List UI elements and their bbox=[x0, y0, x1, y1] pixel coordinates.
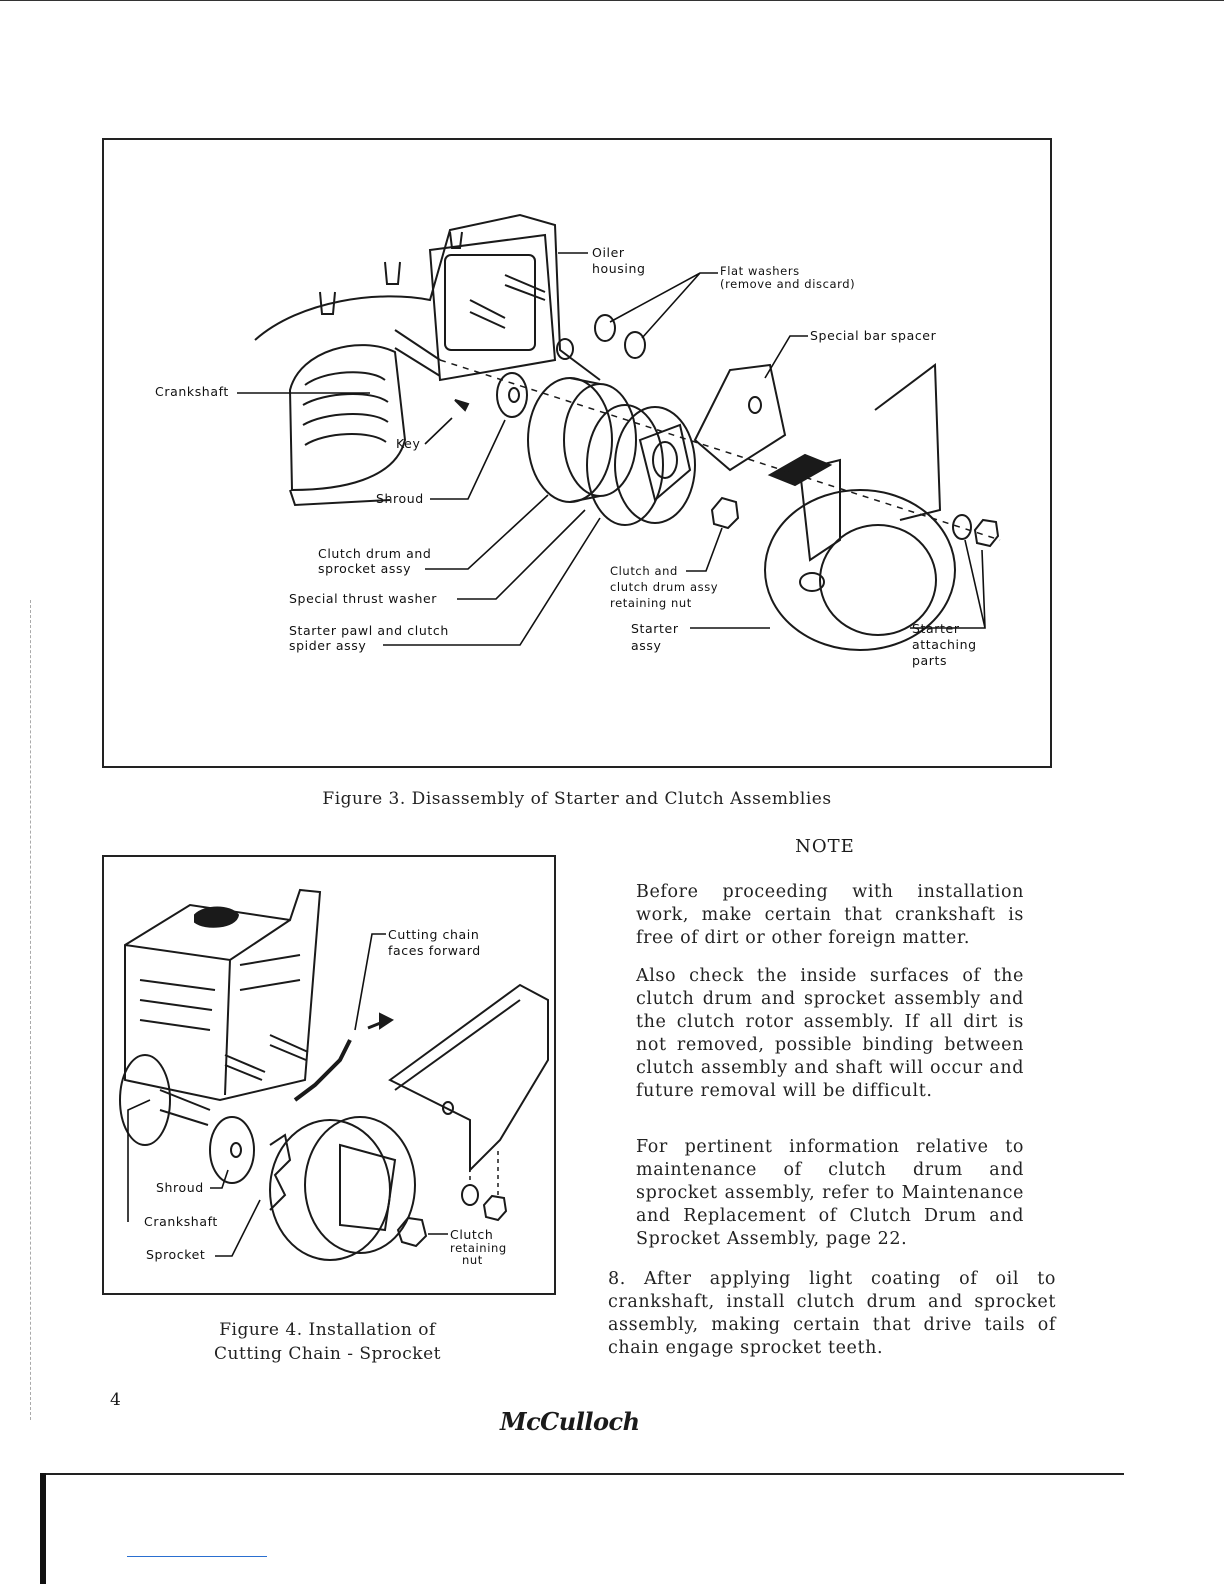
label-starter-parts-3: parts bbox=[912, 653, 948, 668]
label-crankshaft: Crankshaft bbox=[155, 384, 229, 399]
label-flat-washers-2: (remove and discard) bbox=[720, 277, 856, 291]
label-shroud: Shroud bbox=[156, 1180, 204, 1195]
label-pawl-spider-1: Starter pawl and clutch bbox=[289, 623, 449, 638]
label-chain-2: faces forward bbox=[388, 943, 481, 958]
page-number: 4 bbox=[110, 1390, 121, 1410]
note-heading: NOTE bbox=[795, 836, 855, 857]
figure-3-frame bbox=[102, 138, 1052, 768]
label-oiler-1: Oiler bbox=[592, 245, 625, 260]
label-oiler-2: housing bbox=[592, 261, 646, 276]
label-nut-1: Clutch bbox=[450, 1227, 494, 1242]
label-retaining-nut-2: clutch drum assy bbox=[610, 580, 719, 594]
note-paragraph-3: For pertinent information relative to maintenance of clutch drum and sprocket assembly, refer to Maintenance and Replacement of Clutch Drum and Sprocket Assembly, page 22. bbox=[636, 1137, 1024, 1249]
label-thrust-washer: Special thrust washer bbox=[289, 591, 438, 606]
brand-logo: McCulloch bbox=[500, 1407, 640, 1436]
note-paragraph-1: Before proceeding with installation work, make certain that crankshaft is free of dirt or other foreign matter. bbox=[636, 882, 1024, 948]
page-edge-corner bbox=[40, 1473, 46, 1584]
note-paragraph-2: Also check the inside surfaces of the clutch drum and sprocket assembly and the clutch rotor assembly. If all dirt is not removed, possible binding between clutch assembly and shaft will occur and future removal will be difficult. bbox=[636, 966, 1024, 1101]
label-shroud: Shroud bbox=[376, 491, 424, 506]
page-edge-top bbox=[0, 0, 1224, 3]
label-pawl-spider-2: spider assy bbox=[289, 638, 367, 653]
label-starter-assy-1: Starter bbox=[631, 621, 679, 636]
scan-mark bbox=[127, 1556, 267, 1557]
figure-4-caption-line2: Cutting Chain - Sprocket bbox=[214, 1344, 441, 1364]
figure-4-caption-line1: Figure 4. Installation of bbox=[219, 1320, 436, 1340]
figure-4-caption bbox=[150, 1318, 505, 1366]
label-nut-3: nut bbox=[462, 1253, 483, 1267]
label-sprocket: Sprocket bbox=[146, 1247, 206, 1262]
page-edge-bottom bbox=[40, 1473, 1124, 1475]
label-clutch-drum-1: Clutch drum and bbox=[318, 546, 432, 561]
label-starter-assy-2: assy bbox=[631, 638, 662, 653]
label-retaining-nut-3: retaining nut bbox=[610, 596, 692, 610]
label-nut-2: retaining bbox=[450, 1241, 507, 1255]
label-key: Key bbox=[396, 436, 421, 451]
label-retaining-nut-1: Clutch and bbox=[610, 564, 678, 578]
label-starter-parts-1: Starter bbox=[912, 621, 960, 636]
label-starter-parts-2: attaching bbox=[912, 637, 977, 652]
label-chain-1: Cutting chain bbox=[388, 927, 480, 942]
label-clutch-drum-2: sprocket assy bbox=[318, 561, 412, 576]
label-crankshaft: Crankshaft bbox=[144, 1214, 218, 1229]
step-8-paragraph: 8. After applying light coating of oil to crankshaft, install clutch drum and sprocket assembly, making certain that drive tails of chain engage sprocket teeth. bbox=[608, 1269, 1056, 1358]
label-flat-washers-1: Flat washers bbox=[720, 264, 800, 278]
label-bar-spacer: Special bar spacer bbox=[810, 328, 937, 343]
figure-3-caption: Figure 3. Disassembly of Starter and Clutch Assemblies bbox=[322, 789, 832, 809]
page-edge-left bbox=[30, 600, 31, 1420]
